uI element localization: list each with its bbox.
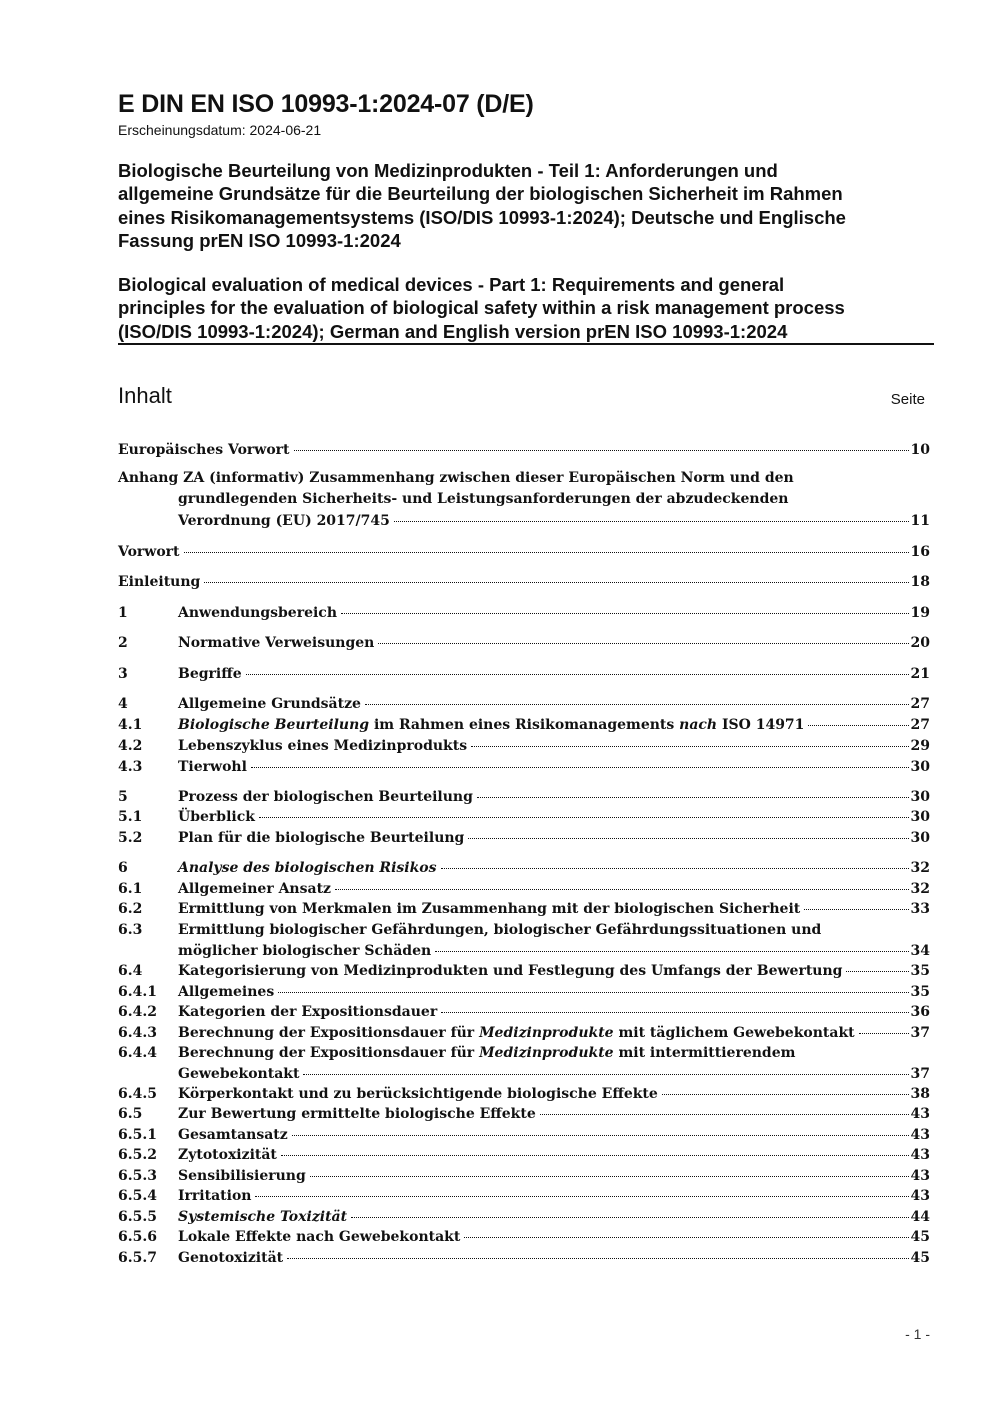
publication-date: Erscheinungsdatum: 2024-06-21 — [118, 122, 322, 138]
dot-leader — [281, 1155, 909, 1156]
toc-entry-number: 6.5 — [118, 1106, 143, 1122]
toc-entry[interactable] — [118, 664, 930, 684]
toc-entry[interactable] — [118, 807, 930, 827]
toc-entry[interactable] — [118, 1023, 930, 1043]
toc-entry-label: Allgemeine Grundsätze — [178, 696, 361, 712]
toc-entry-page: 37 — [910, 1066, 930, 1082]
toc-entry-einleitung[interactable] — [118, 572, 930, 592]
title-divider — [118, 343, 934, 345]
dot-leader — [471, 746, 908, 747]
title-en-line: principles for the evaluation of biological safety within a risk management process — [118, 297, 845, 319]
toc-entry-page: 45 — [910, 1229, 930, 1245]
toc-entry-label: Normative Verweisungen — [178, 635, 375, 651]
toc-entry-page: 11 — [910, 513, 930, 529]
toc-entry-foreword[interactable] — [118, 440, 930, 460]
toc-entry-number: 4.1 — [118, 717, 143, 733]
toc-entry-number: 4 — [118, 696, 128, 712]
toc-entry[interactable] — [118, 1227, 930, 1247]
toc-label-part: mit intermittierendem — [613, 1045, 796, 1061]
toc-entry-label: Verordnung (EU) 2017/745 — [178, 513, 390, 529]
toc-entry-page: 35 — [910, 963, 930, 979]
dot-leader — [808, 725, 908, 726]
toc-entry-number: 5.1 — [118, 809, 143, 825]
toc-entry-label: Körperkontakt und zu berücksichtigende biologische Effekte — [178, 1086, 658, 1102]
toc-entry[interactable] — [118, 1104, 930, 1124]
toc-entry-page: 43 — [910, 1127, 930, 1143]
toc-entry-number: 6.5.3 — [118, 1168, 157, 1184]
dot-leader — [441, 868, 909, 869]
toc-entry-label: Irritation — [178, 1188, 252, 1204]
toc-label-part: Medizinprodukte — [479, 1045, 614, 1061]
toc-entry-number: 4.3 — [118, 759, 143, 775]
title-de-line: Biologische Beurteilung von Medizinprodukten - Teil 1: Anforderungen und — [118, 160, 778, 181]
toc-entry-number: 1 — [118, 605, 128, 621]
toc-entry-label: Plan für die biologische Beurteilung — [178, 830, 465, 846]
toc-entry[interactable] — [118, 1043, 930, 1063]
toc-entry-number: 2 — [118, 635, 128, 651]
toc-entry-vorwort[interactable] — [118, 542, 930, 562]
dot-leader — [804, 909, 908, 910]
toc-entry-page: 34 — [910, 943, 930, 959]
toc-entry-number: 5.2 — [118, 830, 143, 846]
toc-entry-label: Lebenszyklus eines Medizinprodukts — [178, 738, 468, 754]
dot-leader — [303, 1074, 908, 1075]
title-english — [118, 273, 918, 343]
toc-entry-number: 6.5.4 — [118, 1188, 157, 1204]
toc-entry-number: 6.4.4 — [118, 1045, 157, 1061]
toc-entry[interactable] — [118, 1145, 930, 1165]
toc-entry[interactable] — [118, 787, 930, 807]
toc-entry-number: 6 — [118, 860, 128, 876]
dot-leader — [846, 971, 908, 972]
toc-entry-page: 20 — [910, 635, 930, 651]
toc-entry[interactable] — [118, 828, 930, 848]
toc-entry-label: Europäisches Vorwort — [118, 442, 290, 458]
toc-entry-page: 16 — [910, 544, 930, 560]
toc-entry[interactable] — [118, 1186, 930, 1206]
toc-entry-label: Analyse des biologischen Risikos — [178, 860, 437, 876]
toc-entry-page: 38 — [910, 1086, 930, 1102]
toc-entry[interactable] — [118, 961, 930, 981]
dot-leader — [310, 1176, 909, 1177]
toc-entry-number: 3 — [118, 666, 128, 682]
dot-leader — [335, 889, 909, 890]
toc-entry-page: 21 — [910, 666, 930, 682]
toc-entry-label: Allgemeiner Ansatz — [178, 881, 331, 897]
toc-entry-continuation[interactable] — [118, 941, 930, 961]
toc-entry-page: 27 — [910, 717, 930, 733]
toc-entry-page: 30 — [910, 809, 930, 825]
toc-entry-label: Überblick — [178, 809, 255, 825]
toc-entry-number: 6.2 — [118, 901, 143, 917]
toc-entry-page: 33 — [910, 901, 930, 917]
toc-label-part: nach — [679, 717, 718, 733]
toc-entry-label: Sensibilisierung — [178, 1168, 306, 1184]
toc-label-part: im Rahmen eines Risikomanagements — [369, 717, 680, 733]
toc-label-part: ISO 14971 — [717, 717, 805, 733]
toc-entry[interactable] — [118, 757, 930, 777]
toc-entry-page: 32 — [910, 881, 930, 897]
dot-leader — [477, 797, 909, 798]
toc-entry-number: 6.4.5 — [118, 1086, 157, 1102]
toc-entry[interactable] — [118, 736, 930, 756]
toc-entry-annex-za[interactable] — [118, 511, 930, 531]
toc-entry-number: 6.5.1 — [118, 1127, 157, 1143]
toc-entry-page: 30 — [910, 759, 930, 775]
dot-leader — [540, 1114, 909, 1115]
toc-entry-label: Systemische Toxizität — [178, 1209, 348, 1225]
toc-label-part: Berechnung der Expositionsdauer für — [178, 1045, 480, 1061]
toc-entry[interactable] — [118, 694, 930, 714]
toc-entry-label: Allgemeines — [178, 984, 275, 1000]
toc-entry-label: Kategorien der Expositionsdauer — [178, 1004, 438, 1020]
dot-leader — [394, 521, 909, 522]
toc-entry[interactable] — [118, 603, 930, 623]
toc-heading: Inhalt — [118, 383, 172, 408]
toc-entry[interactable] — [118, 1002, 930, 1022]
toc-entry-page: 32 — [910, 860, 930, 876]
toc-entry-label — [178, 715, 806, 735]
dot-leader — [435, 951, 908, 952]
toc-entry-page: 29 — [910, 738, 930, 754]
toc-entry-number: 6.5.7 — [118, 1250, 157, 1266]
toc-entry-label: Vorwort — [118, 544, 180, 560]
toc-entry-label-line1 — [178, 1043, 795, 1063]
toc-label-part: Berechnung der Expositionsdauer für — [178, 1025, 480, 1041]
toc-entry-number: 6.4.1 — [118, 984, 157, 1000]
title-en-line: (ISO/DIS 10993-1:2024); German and English version prEN ISO 10993-1:2024 — [118, 320, 788, 342]
toc-entry-page: 18 — [910, 574, 930, 590]
toc-entry[interactable] — [118, 858, 930, 878]
dot-leader — [259, 817, 909, 818]
toc-entry-number: 6.3 — [118, 922, 143, 938]
toc-entry-page: 27 — [910, 696, 930, 712]
toc-entry-page: 19 — [910, 605, 930, 621]
title-de-line: allgemeine Grundsätze für die Beurteilung der biologischen Sicherheit im Rahmen — [118, 183, 843, 205]
toc-entry-continuation[interactable] — [118, 1064, 930, 1084]
title-en-line: Biological evaluation of medical devices - Part 1: Requirements and general — [118, 274, 785, 295]
toc-entry-page: 43 — [910, 1147, 930, 1163]
toc-entry-number: 5 — [118, 789, 128, 805]
toc-entry[interactable] — [118, 879, 930, 899]
toc-entry-page: 37 — [910, 1025, 930, 1041]
toc-entry-page: 43 — [910, 1168, 930, 1184]
toc-entry-label: Gewebekontakt — [178, 1066, 300, 1082]
dot-leader — [859, 1033, 909, 1034]
dot-leader — [287, 1258, 908, 1259]
toc-entry-page: 35 — [910, 984, 930, 1000]
toc-entry-page: 36 — [910, 1004, 930, 1020]
dot-leader — [246, 674, 909, 675]
title-de-line: Fassung prEN ISO 10993-1:2024 — [118, 229, 401, 251]
toc-entry[interactable] — [118, 1125, 930, 1145]
dot-leader — [468, 838, 908, 839]
toc-entry-label-line1: Ermittlung biologischer Gefährdungen, biologischer Gefährdungssituationen und — [178, 922, 822, 938]
toc-entry[interactable] — [118, 1166, 930, 1186]
toc-entry-label — [178, 1023, 857, 1043]
toc-entry-label: Einleitung — [118, 574, 201, 590]
toc-entry-label: Lokale Effekte nach Gewebekontakt — [178, 1229, 461, 1245]
dot-leader — [255, 1196, 908, 1197]
dot-leader — [292, 1135, 909, 1136]
toc-entry-label: Tierwohl — [178, 759, 247, 775]
toc-entry-label: Prozess der biologischen Beurteilung — [178, 789, 473, 805]
toc-entry-annex-za-line1[interactable]: Anhang ZA (informativ) Zusammenhang zwischen dieser Europäischen Norm und den — [118, 470, 794, 486]
dot-leader — [278, 992, 908, 993]
toc-entry[interactable] — [118, 920, 930, 940]
dot-leader — [251, 767, 909, 768]
page-number: - 1 - — [905, 1326, 930, 1342]
toc-entry-label: Begriffe — [178, 666, 242, 682]
toc-label-part: Medizinprodukte — [479, 1025, 614, 1041]
toc-entry-number: 6.4.3 — [118, 1025, 157, 1041]
dot-leader — [184, 552, 909, 553]
toc-entry[interactable] — [118, 1084, 930, 1104]
toc-entry-label: Kategorisierung von Medizinprodukten und Festlegung des Umfangs der Bewertung — [178, 963, 843, 979]
dot-leader — [204, 582, 908, 583]
toc-entry[interactable] — [118, 899, 930, 919]
toc-entry-page: 43 — [910, 1188, 930, 1204]
toc-entry-page: 43 — [910, 1106, 930, 1122]
dot-leader — [351, 1217, 908, 1218]
toc-entry[interactable] — [118, 715, 930, 735]
toc-entry[interactable] — [118, 1207, 930, 1227]
dot-leader — [662, 1094, 909, 1095]
toc-entry-annex-za-line2: grundlegenden Sicherheits- und Leistungsanforderungen der abzudeckenden — [178, 491, 789, 507]
toc-entry[interactable] — [118, 982, 930, 1002]
toc-page-heading: Seite — [890, 391, 925, 408]
toc-entry-label: Genotoxizität — [178, 1250, 284, 1266]
toc-entry-number: 4.2 — [118, 738, 143, 754]
toc-entry-page: 30 — [910, 830, 930, 846]
toc-entry-label: Gesamtansatz — [178, 1127, 288, 1143]
toc-entry[interactable] — [118, 633, 930, 653]
toc-entry-number: 6.5.5 — [118, 1209, 157, 1225]
toc-entry-label: Ermittlung von Merkmalen im Zusammenhang mit der biologischen Sicherheit — [178, 901, 801, 917]
dot-leader — [464, 1237, 908, 1238]
dot-leader — [294, 450, 909, 451]
toc-entry[interactable] — [118, 1248, 930, 1268]
toc-entry-number: 6.4.2 — [118, 1004, 157, 1020]
toc-label-part: mit täglichem Gewebekontakt — [613, 1025, 855, 1041]
toc-label-part: Biologische Beurteilung — [178, 717, 370, 733]
toc-entry-label: Zytotoxizität — [178, 1147, 277, 1163]
document-id: E DIN EN ISO 10993-1:2024-07 (D/E) — [118, 90, 534, 118]
toc-entry-page: 10 — [910, 442, 930, 458]
toc-entry-number: 6.1 — [118, 881, 143, 897]
toc-entry-label: Zur Bewertung ermittelte biologische Effekte — [178, 1106, 536, 1122]
dot-leader — [441, 1012, 908, 1013]
toc-entry-number: 6.5.2 — [118, 1147, 157, 1163]
dot-leader — [341, 613, 909, 614]
toc-entry-page: 44 — [910, 1209, 930, 1225]
toc-entry-page: 45 — [910, 1250, 930, 1266]
title-de-line: eines Risikomanagementsystems (ISO/DIS 10993-1:2024); Deutsche und Englische — [118, 206, 846, 228]
toc-entry-number: 6.4 — [118, 963, 143, 979]
toc-entry-label: möglicher biologischer Schäden — [178, 943, 432, 959]
dot-leader — [365, 704, 909, 705]
toc-entry-number: 6.5.6 — [118, 1229, 157, 1245]
title-german — [118, 159, 918, 252]
dot-leader — [378, 643, 908, 644]
toc-entry-label: Anwendungsbereich — [178, 605, 337, 621]
toc-entry-page: 30 — [910, 789, 930, 805]
